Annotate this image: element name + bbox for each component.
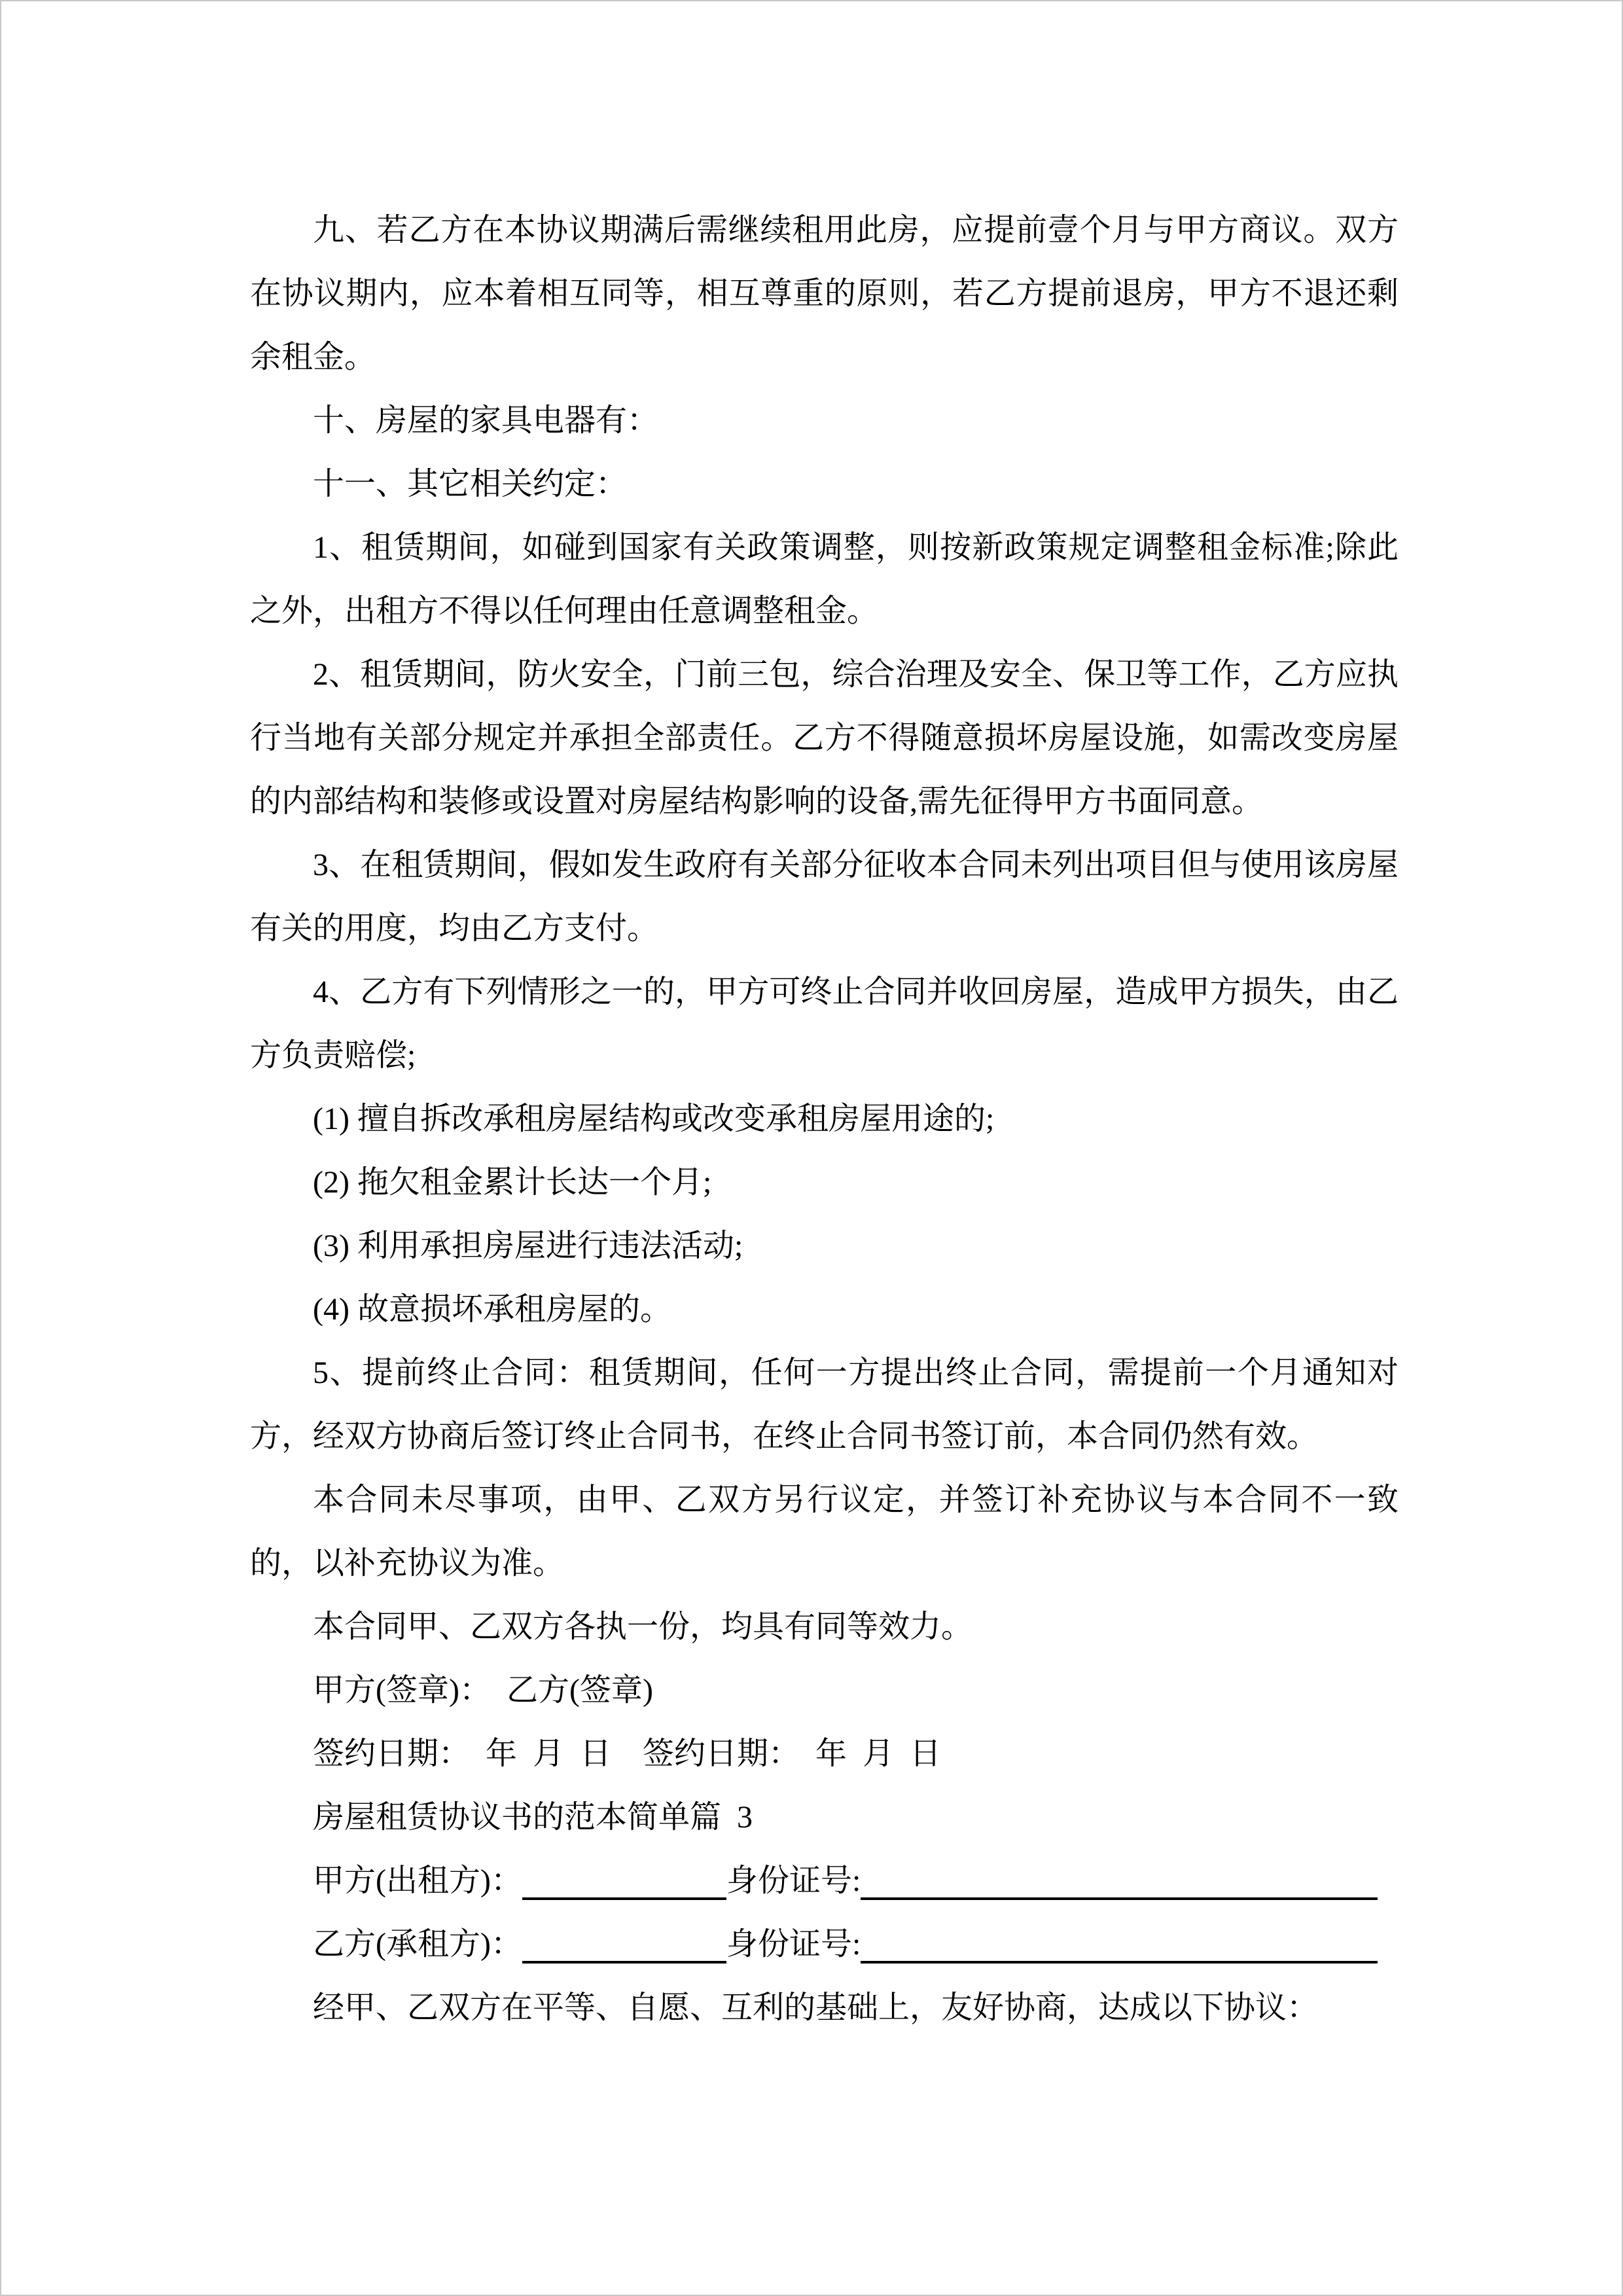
termination-subitem-4: (4) 故意损坏承租房屋的。 — [313, 1292, 671, 1327]
party-a-label: 甲方(出租方)： — [313, 1863, 522, 1898]
clause-11-item-4: 4、乙方有下列情形之一的，甲方可终止合同并收回房屋，造成甲方损失，由乙方负责赔偿; — [250, 975, 1399, 1073]
party-b-name-blank-line — [522, 1924, 726, 1964]
clause-10: 十、房屋的家具电器有： — [313, 403, 659, 438]
termination-subitem-1: (1) 擅自拆改承租房屋结构或改变承租房屋用途的; — [313, 1102, 995, 1136]
party-b-id-blank-line — [861, 1924, 1378, 1964]
clause-11-item-1: 1、租赁期间，如碰到国家有关政策调整，则按新政策规定调整租金标准;除此之外，出租方不得以任何理由任意调整租金。 — [250, 530, 1399, 628]
party-a-row — [250, 1849, 1399, 1912]
copies-clause: 本合同甲、乙双方各执一份，均具有同等效力。 — [313, 1609, 973, 1644]
termination-subitem-3: (3) 利用承担房屋进行违法活动; — [313, 1229, 743, 1263]
clause-11-item-5: 5、提前终止合同：租赁期间，任何一方提出终止合同，需提前一个月通知对方，经双方协商后签订终止合同书，在终止合同书签订前，本合同仍然有效。 — [250, 1355, 1399, 1454]
party-b-id-label: 身份证号: — [726, 1927, 861, 1962]
clause-11: 十一、其它相关约定： — [313, 467, 628, 501]
party-b-label: 乙方(承租方)： — [313, 1927, 522, 1962]
basis-clause: 经甲、乙双方在平等、自愿、互利的基础上，友好协商，达成以下协议： — [313, 1990, 1319, 2025]
party-b-row — [250, 1912, 1399, 1976]
party-a-id-label: 身份证号: — [726, 1863, 861, 1898]
termination-subitem-2: (2) 拖欠租金累计长达一个月; — [313, 1165, 712, 1200]
party-a-name-blank-line — [522, 1861, 726, 1900]
next-template-title: 房屋租赁协议书的范本简单篇 3 — [313, 1800, 753, 1835]
signing-date-line: 签约日期： 年 月 日 签约日期： 年 月 日 — [313, 1736, 942, 1771]
clause-11-item-2: 2、租赁期间，防火安全，门前三包，综合治理及安全、保卫等工作，乙方应执行当地有关部分规定并承担全部责任。乙方不得随意损坏房屋设施，如需改变房屋的内部结构和装修或设置对房屋结构影响的设备,需先征得甲方书面同意。 — [250, 657, 1399, 819]
document-content — [250, 198, 1399, 2039]
signature-line: 甲方(签章)： 乙方(签章) — [313, 1673, 653, 1708]
clause-9: 九、若乙方在本协议期满后需继续租用此房，应提前壹个月与甲方商议。双方在协议期内，应本着相互同等，相互尊重的原则，若乙方提前退房，甲方不退还剩余租金。 — [250, 213, 1399, 374]
clause-11-item-3: 3、在租赁期间，假如发生政府有关部分征收本合同未列出项目但与使用该房屋有关的用度，均由乙方支付。 — [250, 848, 1399, 946]
party-a-id-blank-line — [861, 1861, 1378, 1900]
supplementary-terms-clause: 本合同未尽事项，由甲、乙双方另行议定，并签订补充协议与本合同不一致的，以补充协议为准。 — [250, 1482, 1399, 1581]
